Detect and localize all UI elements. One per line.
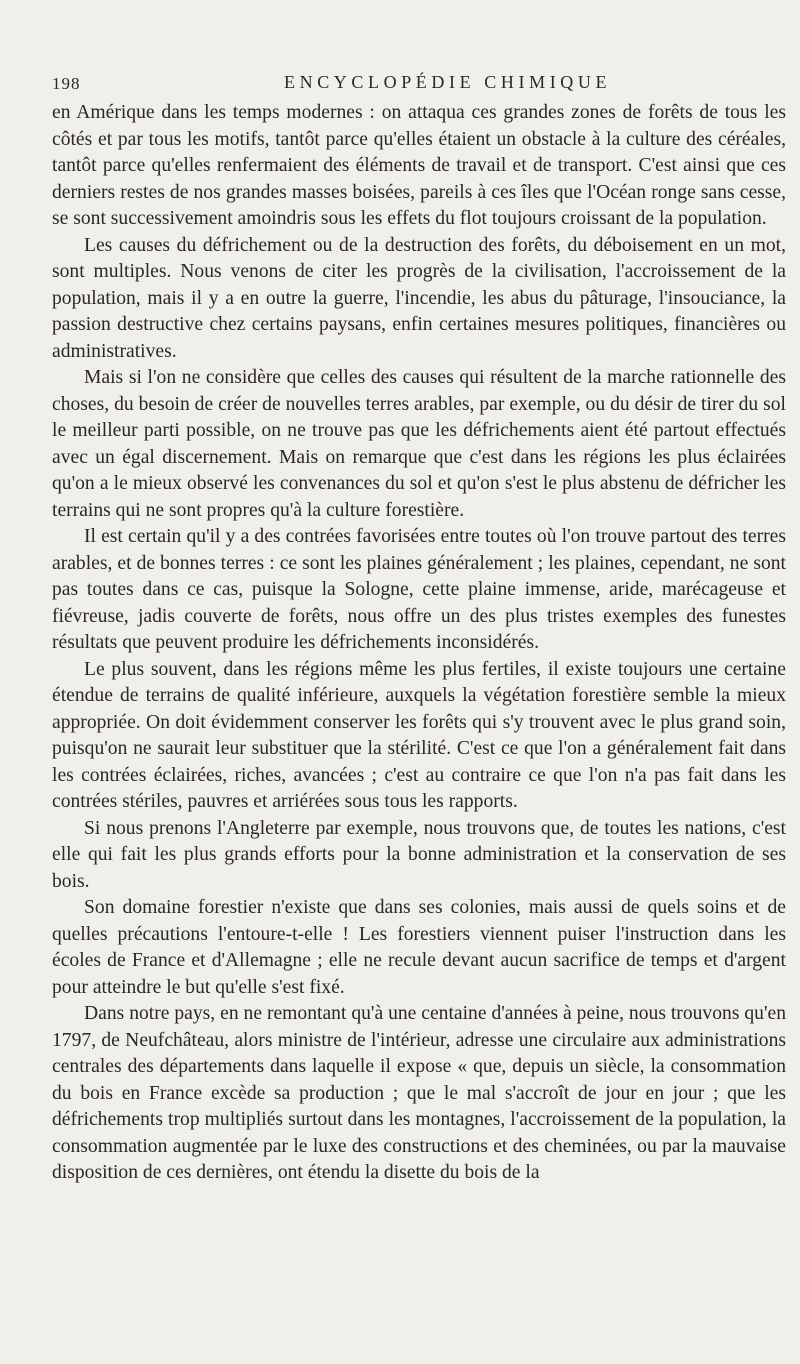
paragraph: en Amérique dans les temps modernes : on attaqua ces grandes zones de forêts de tous les côtés et par tous les motifs, tantôt parce qu'elles étaient un obstacle à la culture des céréales, tantôt parce qu'elles renfermaient des éléments de travail et de transport. C'est ainsi que ces derniers restes de nos grandes masses boisées, pareils à ces îles que l'Océan ronge sans cesse, se sont successivement amoindris sous les effets du flot toujours croissant de la population.: [52, 102, 786, 229]
running-head: [52, 60, 786, 100]
page-number: 198: [52, 74, 81, 93]
paragraph: Mais si l'on ne considère que celles des causes qui résultent de la marche rationnelle des choses, du besoin de créer de nouvelles terres arables, par exemple, ou du désir de tirer du sol le meilleur parti possible, on ne trouve pas que les défrichements aient été partout effectués avec un égal discernement. Mais on remarque que c'est dans les régions les plus éclairées qu'on a le mieux observé les convenances du sol et qu'on s'est le plus abstenu de défricher les terrains qui ne sont propres qu'à la culture forestière.: [52, 367, 786, 521]
paragraph: Il est certain qu'il y a des contrées favorisées entre toutes où l'on trouve partout des terres arables, et de bonnes terres : ce sont les plaines généralement ; les plaines, cependant, ne sont pas toutes dans ce cas, puisque la Sologne, cette plaine immense, aride, marécageuse et fiévreuse, jadis couverte de forêts, nous offre un des plus tristes exemples des funestes résultats que peuvent produire les défrichements inconsidérés.: [52, 526, 786, 653]
body-text: [52, 100, 786, 1187]
paragraph: Son domaine forestier n'existe que dans ses colonies, mais aussi de quels soins et de quelles précautions l'entoure-t-elle ! Les forestiers viennent puiser l'instruction dans les écoles de France et d'Allemagne ; elle ne recule devant aucun sacrifice de temps et d'argent pour atteindre le but qu'elle s'est fixé.: [52, 897, 786, 998]
paragraph: Les causes du défrichement ou de la destruction des forêts, du déboisement en un mot, sont multiples. Nous venons de citer les progrès de la civilisation, l'accroissement de la population, mais il y a en outre la guerre, l'incendie, les abus du pâturage, l'insouciance, la passion destructive chez certains paysans, enfin certaines mesures politiques, financières ou administratives.: [52, 234, 786, 362]
paragraph: Dans notre pays, en ne remontant qu'à une centaine d'années à peine, nous trouvons qu'en 1797, de Neufchâteau, alors ministre de l'intérieur, adresse une circulaire aux administrations centrales des départements dans laquelle il expose « que, depuis un siècle, la consommation du bois en France excède sa production ; que le mal s'accroît de jour en jour ; que les défrichements trop multipliés surtout dans les montagnes, l'accroissement de la population, la consommation augmentée par le luxe des constructions et des cheminées, ou par la mauvaise disposition de ces dernières, ont étendu la disette du bois de la: [52, 1003, 786, 1183]
paragraph: Le plus souvent, dans les régions même les plus fertiles, il existe toujours une certaine étendue de terrains de qualité inférieure, auxquels la végétation forestière semble la mieux appropriée. On doit évidemment conserver les forêts qui s'y trouvent avec le plus grand soin, puisqu'on ne saurait leur substituer que la stérilité. C'est ce que l'on a généralement fait dans les contrées éclairées, riches, avancées ; c'est au contraire ce que l'on n'a pas fait dans les contrées stériles, pauvres et arriérées sous tous les rapports.: [52, 658, 786, 812]
running-title: ENCYCLOPÉDIE CHIMIQUE: [284, 72, 612, 92]
paragraph: Si nous prenons l'Angleterre par exemple, nous trouvons que, de toutes les nations, c'est elle qui fait les plus grands efforts pour la bonne administration et la conservation de ses bois.: [52, 817, 786, 892]
